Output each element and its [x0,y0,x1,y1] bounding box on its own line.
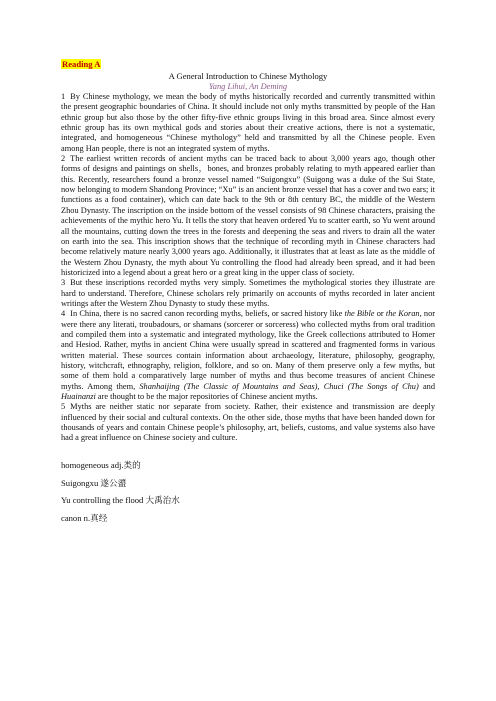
paragraph-4 [61,309,435,402]
italic-title-text: Shanhaijing (The Classic of Mountains and Seas), Chuci (The Songs of Chu) [139,381,419,391]
italic-title-text: the Bible [344,309,375,319]
vocab-item: canon n.真经 [61,513,108,524]
paragraph-text: are thought to be the major repositories of Chinese ancient myths. [95,392,318,401]
paragraph-text: But these inscriptions recorded myths very simply. Sometimes the mythological stories they illustrate are hard to understand. Therefore, Chinese scholars rely primarily on accounts of myths recorded in later ancient writings after the Western Zhou Dynasty to study these myths. [61,278,435,308]
vocabulary-list [61,460,435,524]
paragraph-text: , nor were there any literati, troubadours, or shamans (sorcerer or sorceress) who collected myths from oral tradition and compiled them into a systematic and integrated mythology, like the Greek collections attributed to Homer and Hesiod. Rather, myths in ancient China were usually spread in scattered and fragmented forms in various written material. These sources contain information about archaeology, literature, philosophy, geography, history, witchcraft, ethnography, religion, folklore, and so on. Many of them preserve only a few myths, but some of them hold a comparatively large number of myths and thus become treasures of ancient Chinese myths. Among them, [61,309,436,391]
vocab-item: Yu controlling the flood 大禹治水 [61,495,180,506]
paragraph-3 [61,278,435,309]
italic-title-text: Huainanzi [61,392,96,401]
paragraph-number: 5 [61,402,66,412]
paragraph-number: 2 [61,154,66,164]
paragraph-text: By Chinese mythology, we mean the body of myths historically recorded and currently transmitted within the present geographic boundaries of China. It should include not only myths transmitted by people of the Han ethnic group but also those by the other fifty-five ethnic groups living in this broad area. Since almost every ethnic group has its own mythical gods and stories about their creative actions, there is not a systematic, integrated, and homogeneous “Chinese mythology” held and transmitted by all the Chinese people. Even among Han people, there is not an integrated system of myths. [61,92,435,153]
paragraph-text: Myths are neither static nor separate from society. Rather, their existence and transmission are deeply influenced by their social and cultural contexts. On the other side, those myths that have been handed down for thousands of years and contain Chinese people’s philosophy, art, beliefs, customs, and value systems also have had a great influence on Chinese society and culture. [61,402,435,443]
document-content [61,59,435,531]
document-title: A General Introduction to Chinese Mythology [168,71,328,82]
paragraph-list [61,92,435,444]
paragraph-text: or [374,309,386,319]
paragraph-text: In China, there is no sacred canon recording myths, beliefs, or sacred history like [70,309,345,319]
paragraph-2 [61,154,435,278]
paragraph-1 [61,92,435,154]
paragraph-number: 3 [61,278,66,288]
vocab-item: homogeneous adj.类的 [61,459,141,470]
vocab-item: Suigongxu 遂公盨 [61,477,127,488]
document-authors: Yang Lihui, An Deming [208,81,288,91]
paragraph-text: The earliest written records of ancient myths can be traced back to about 3,000 years ago, though other forms of designs and paintings on shells，bones, and bronzes probably relating to myth appeared earlier than this. Recently, researchers found a bronze vessel named “Suigongxu” (Suigong was a duke of the Sui State, now belonging to modern Shandong Province; “Xu” is an ancient bronze vessel that has a cover and two ears; it functions as a food container), which can date back to the 9th or 8th century BC, the middle of the Western Zhou Dynasty. The inscription on the inside bottom of the vessel consists of 98 Chinese characters, praising the achievements of the mythic hero Yu. It tells the story that heaven ordered Yu to scatter earth, so Yu went around all the mountains, cutting down the trees in the forests and deepening the seas and rivers to drain all the water on earth into the sea. This inscription shows that the technique of recording myth in Chinese characters had become relatively mature nearly 3,000 years ago. Additionally, it illustrates that at least as late as the middle of the Western Zhou Dynasty, the myth about Yu controlling the flood had already been spread, and it had been historicized into a legend about a great hero or a great king in the upper class of society. [61,154,435,277]
paragraph-text: and [418,381,435,391]
paragraph-number: 1 [61,92,66,102]
italic-title-text: the Koran [385,309,420,319]
reading-label: Reading A [62,59,101,69]
paragraph-number: 4 [61,309,66,319]
paragraph-5 [61,402,435,443]
